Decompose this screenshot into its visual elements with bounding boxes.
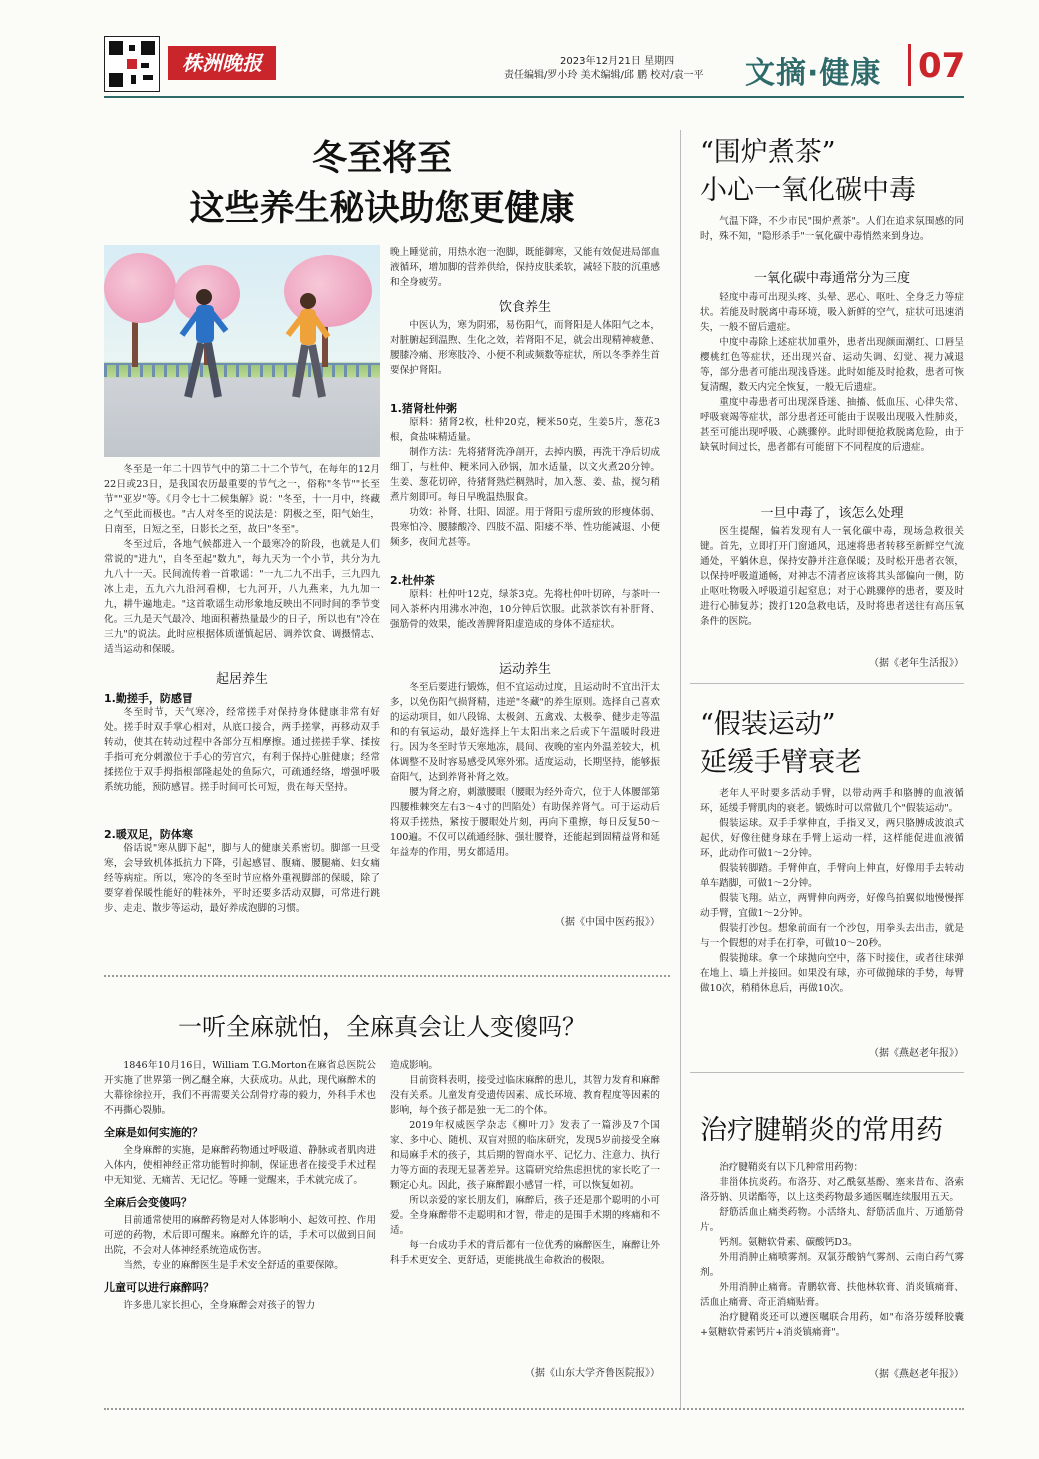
yinshi-recipe1: 原料：猪肾2枚，杜仲20克，粳米50克，生姜5片，葱花3根，食盐味精适量。 制作方法：先将猪肾洗净剖开，去掉内膜，再洗干净后切成细丁，与杜仲、粳米同入砂锅，加水适量，以文火煮20分钟。生姜、葱花切碎，待猪肾熟烂稠熟时，加入葱、姜、盐，搅匀稍煮片刻即可。每日早晚温热服食。 功效：补肾、壮阳、固涩。用于肾阳亏虚所致的形瘦体弱、畏寒怕冷、腰膝酸冷、四肢不温、阳痿不举、性功能减退、小便频多，夜间尤甚等。 <box>390 417 660 548</box>
footer-rule <box>104 1408 964 1410</box>
co-divider <box>690 683 964 684</box>
subhead-yundong: 运动养生 <box>498 662 551 677</box>
co-subhead-1: 一氧化碳中毒通常分为三度 <box>753 271 910 286</box>
subhead-yinshi: 饮食养生 <box>498 300 551 315</box>
header-divider <box>908 44 911 86</box>
subhead-yinshi-1: 1.猪肾杜仲粥 <box>390 402 457 415</box>
tendon-source: （据《燕赵老年报》） <box>869 1369 964 1380</box>
subhead-qiju: 起居养生 <box>215 672 268 687</box>
page-number: 07 <box>918 46 966 86</box>
co-subhead-2: 一旦中毒了，该怎么处理 <box>760 506 904 521</box>
anesthesia-q3: 儿童可以进行麻醉吗？ <box>104 1281 214 1294</box>
illustration-joggers <box>104 245 380 457</box>
fake-exercise-headline: “假装运动” 延缓手臂衰老 <box>700 709 862 778</box>
anesthesia-top-rule <box>104 975 670 977</box>
tendon-body: 治疗腱鞘炎有以下几种常用药物： 非甾体抗炎药。布洛芬、对乙酰氨基酚、塞来昔布、洛索洛芬钠、贝诺酯等，以上这类药物最多通医嘱连续服用五天。 舒筋活血止痛类药物。小活络丸、舒筋活血片、万通筋骨片。 钙剂。氨糖软骨素、碳酸钙D3。 外用消肿止痛喷雾剂。双氯芬酸钠气雾剂、云南白药气雾剂。 外用消肿止痛膏。青鹏软膏、扶他林软膏、消炎镇痛膏、活血止痛膏、奇正消痛贴膏。 治疗腱鞘炎还可以遵医嘱联合用药，如"布洛芬缓释胶囊+氨糖软骨素钙片+消炎镇痛膏"。 <box>700 1162 964 1338</box>
editor-credits: 责任编辑/罗小玲 美术编辑/邱 鹏 校对/袁一平 <box>504 70 704 81</box>
main-source: （据《中国中医药报》） <box>555 917 660 928</box>
section-title: 文摘·健康 <box>745 56 882 91</box>
qr-code <box>104 36 160 92</box>
anesthesia-q1: 全麻是如何实施的？ <box>104 1126 203 1139</box>
anesthesia-col1: 1846年10月16日，William T.G.Morton在麻省总医院公开实施了世界第一例乙醚全麻，大获成功。从此，现代麻醉术的大幕徐徐拉开，我们不再需要关公刮骨疗毒的毅力，外科手术也不再撕心裂肺。 全麻是如何实施的？ 全身麻醉的实施，是麻醉药物通过呼吸道、静脉或者肌肉进入体内，使相神经正常功能暂时抑制，保证患者在接受手术过程中无知觉、无痛苦、无记忆。等睡一觉醒来，手术就完成了。 全麻后会变傻吗？ 目前通常使用的麻醉药物是对人体影响小、起效可控、作用可逆的药物，术后即可醒来。麻醉允许的话，手术可以做到日间出院，不会对人体神经系统造成伤害。 当然，专业的麻醉医生是手术安全舒适的重要保障。 儿童可以进行麻醉吗？ 许多患儿家长担心，全身麻醉会对孩子的智力 <box>104 1060 376 1311</box>
co-source: （据《老年生活报》） <box>869 658 964 669</box>
fake-exercise-source: （据《燕赵老年报》） <box>869 1048 964 1059</box>
co-body-2: 医生提醒，偏若发现有人一氧化碳中毒，现场急救很关键。首先，立即打开门窗通风，迅速将患者转移至新鲜空气流通处，平躺休息，保持安静并注意保暖；及时松开患者衣领，以保持呼吸道通畅，对神志不清者应该将其头部偏向一侧，防止呕吐物吸入呼吸道引起窒息；对于心跳骤停的患者，要及时进行心肺复苏；拨打120急救电话，及时将患者送往有高压氧条件的医院。 <box>700 526 964 627</box>
fake-exercise-body: 老年人平时要多活动手臂，以带动两手和胳膊的血液循环，延缓手臂肌肉的衰老。锻炼时可以常做几个"假装运动"。 假装运球。双手手掌伸直，手指叉叉，两只胳膊成波浪式起伏，好像往健身球在手臂上运动一样，这样能促进血液循环，此动作可做1～2分钟。 假装转脚踏。手臂伸直，手臂向上伸直，好像用手去转动单车踏脚，可做1～2分钟。 假装飞翔。站立，两臂伸向两旁，好像鸟拍翼似地慢慢挥动手臂，宜做1～2分钟。 假装打沙包。想象前面有一个沙包，用拳头去出击，就是与一个假想的对手在打拳，可做10～20秒。 假装抛球。拿一个球抛向空中，落下时接住，或者往球弹在地上、墙上并接回。如果没有球，亦可做抛球的手势，每臂做10次，稍稍休息后，再做10次。 <box>700 788 964 994</box>
qiju-para2: 俗话说"寒从脚下起"，脚与人的健康关系密切。脚部一旦受寒，会导致机体抵抗力下降，引起感冒、腹痛、腰腿痛、妇女痛经等病症。所以，寒冷的冬至时节应格外重视脚部的保暖，除了要穿着保暖性能好的鞋袜外，平时还要多活动双脚，可常进行跳步、走走、散步等运动，最好养成泡脚的习惯。 <box>104 843 380 914</box>
co-intro: 气温下降，不少市民"围炉煮茶"。人们在追求氛围感的同时，殊不知，"隐形杀手"一氧化碳中毒悄然来到身边。 <box>700 216 964 242</box>
tendon-headline: 治疗腱鞘炎的常用药 <box>700 1115 943 1146</box>
yinshi-para1: 中医认为，寒为阴邪，易伤阳气，而肾阳是人体阳气之本，对脏腑起到温煦、生化之效，若肾阳不足，就会出现精神疲惫、腰膝冷痛、形寒肢冷、小便不利或频数等症状，所以冬季养生首要保护肾阳。 <box>390 320 660 376</box>
fake-exercise-divider <box>690 1072 964 1073</box>
newspaper-logo: 株洲晚报 <box>168 46 276 80</box>
subhead-qiju-1: 1.勤搓手，防感冒 <box>104 692 193 705</box>
header-rule <box>104 96 964 98</box>
anesthesia-headline: 一听全麻就怕，全麻真会让人变傻吗？ <box>178 1013 586 1041</box>
qiju-para1: 冬至时节，天气寒冷，经常搓手对保持身体健康非常有好处。搓手时双手掌心相对，从底口接合，两手搓掌，再移动双手转动，使其在转动过程中各部分互相摩擦。通过搓搓手掌、揉按手指可充分刺激位于手心的劳宫穴，有利于保持心脏健康；经常揉搓位于双手拇指根部隆起处的鱼际穴，可疏通经络，增强呼吸系统功能，预防感冒。搓手时间可长可短，贵在每天坚持。 <box>104 707 380 793</box>
yinshi-recipe2: 原料：杜仲叶12克，绿茶3克。先将杜仲叶切碎，与茶叶一同入茶杯内用沸水冲泡，10分钟后饮服。此款茶饮有补肝肾、强筋骨的效果，能改善脾肾阳虚造成的身体不适症状。 <box>390 589 660 630</box>
main-headline: 冬至将至 这些养生秘诀助您更健康 <box>189 138 575 229</box>
issue-date: 2023年12月21日 星期四 <box>560 56 675 67</box>
main-col1: 冬至是一年二十四节气中的第二十二个节气，在每年的12月22日或23日，是我国农历最重要的节气之一，俗称"冬节""长至节""亚岁"等。《月令七十二候集解》说："冬至，十一月中，终藏之气至此而极也。"古人对冬至的说法是：阴极之至，阳气始生，日南至，日短之至，日影长之至，故曰"冬至"。 冬至过后，各地气候都进入一个最寒冷的阶段，也就是人们常说的"进九"，自冬至起"数九"，每九天为一个小节，共分为九九八十一天。民间流传着一首歌谣："一九二九不出手，三九四九冰上走，五九六九沿河看柳，七九河开，八九燕来，九九加一九，耕牛遍地走。"这首歌谣生动形象地反映出不同时间的季节变化。三九是天气最冷、地面积蓄热量最少的日子，所以也有"冷在三九"的说法。此时应根据体质谨慎起居、调养饮食、调摄情志、适当运动和保暖。 <box>104 464 380 655</box>
co-headline: “围炉煮茶” 小心一氧化碳中毒 <box>700 137 916 206</box>
subhead-qiju-2: 2.暖双足，防体寒 <box>104 828 193 841</box>
subhead-yinshi-2: 2.杜仲茶 <box>390 574 435 587</box>
anesthesia-q2: 全麻后会变傻吗？ <box>104 1196 192 1209</box>
anesthesia-source: （据《山东大学齐鲁医院报》） <box>525 1368 660 1379</box>
anesthesia-col2: 造成影响。 目前资料表明，接受过临床麻醉的患儿，其智力发育和麻醉没有关系。儿童发育受遗传因素、成长环境、教育程度等因素的影响，每个孩子都是独一无二的个体。 2019年权威医学杂志《柳叶刀》发表了一篇涉及7个国家、多中心、随机、双盲对照的临床研究，发现5岁前接受全麻和局麻手术的孩子，其后期的智商水平、记忆力、注意力、执行力等方面的表现无显著差异。这篇研究给焦虑担忧的家长吃了一颗定心丸。因此，孩子麻醉跟小感冒一样，可以恢复如初。 所以亲爱的家长朋友们，麻醉后，孩子还是那个聪明的小可爱。全身麻醉带不走聪明和才智，带走的是围手术期的疼痛和不适。 每一台成功手术的背后都有一位优秀的麻醉医生，麻醉让外科手术更安全、更舒适，更能挑战生命救治的极限。 <box>390 1060 660 1266</box>
main-col2-top: 晚上睡觉前，用热水泡一泡脚，既能御寒，又能有效促进局部血液循环，增加脚的营养供给，保持皮肤柔软，减轻下肢的沉重感和全身疲劳。 <box>390 247 660 288</box>
co-body-1: 轻度中毒可出现头疼、头晕、恶心、呕吐、全身乏力等症状。若能及时脱离中毒环境，吸入新鲜的空气，症状可迅速消失，一般不留后遗症。 中度中毒除上述症状加重外，患者出现颜面潮红、口唇呈樱桃红色等症状，还出现兴奋、运动失调、幻觉、视力减退等，部分患者可能出现浅昏迷。此时如能及时抢救，患者可恢复清醒，数天内完全恢复，一般无后遗症。 重度中毒患者可出现深昏迷、抽搐、低血压、心律失常、呼吸衰竭等症状，部分患者还可能由于误吸出现吸入性肺炎，甚至可能出现呼吸、心跳骤停。此时即便抢救脱离危险，由于缺氧时间过长，患者都有可能留下不同程度的后遗症。 <box>700 292 964 453</box>
yundong-body: 冬至后要进行锻炼，但不宜运动过度，且运动时不宜出汗太多，以免伤阳气损肾精，违逆"冬藏"的养生原则。选择自己喜欢的运动项目，如八段锦、太极剑、五禽戏、太极拳、健步走等温和的有氧运动，最好选择上午太阳出来之后或下午温暖时段进行。因为冬至时节天寒地冻，晨间、夜晚的室内外温差较大，机体调整不及时容易感受风寒外邪。适度运动，长期坚持，能够振奋阳气，达到养肾补肾之效。 腰为肾之府，刺激腰眼（腰眼为经外奇穴，位于人体腰部第四腰椎棘突左右3～4寸的凹陷处）有助保养肾气。可于运动后将双手搓热，紧按于腰眼处片刻，再向下重擦，每日反复50～100遍。不仅可以疏通经脉、强壮腰脊，还能起到固精益肾和延年益寿的作用，男女都适用。 <box>390 682 660 858</box>
column-divider <box>680 130 681 1410</box>
